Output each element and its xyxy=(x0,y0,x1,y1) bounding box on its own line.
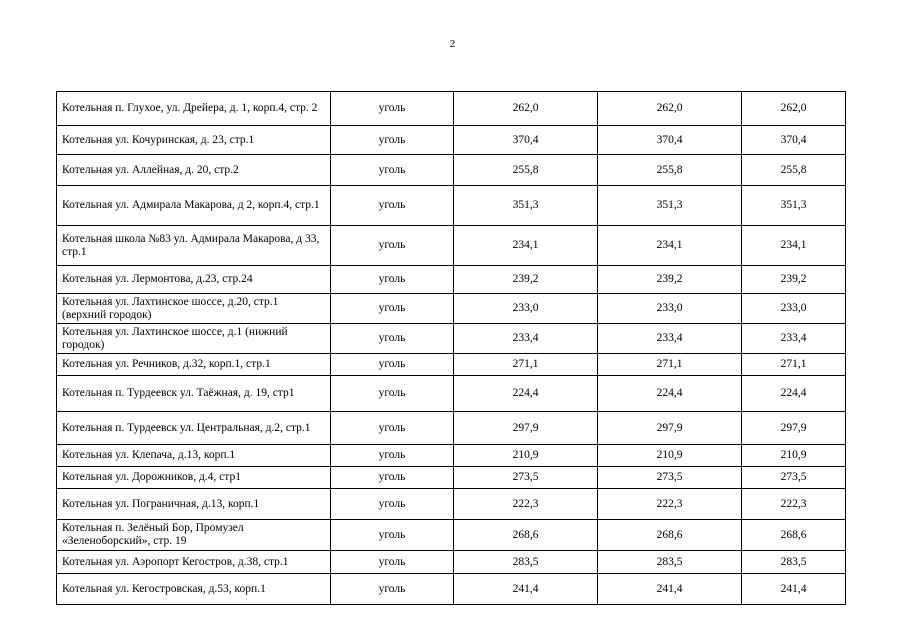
value-cell: 271,1 xyxy=(454,354,598,376)
fuel-type-cell: уголь xyxy=(331,520,454,551)
table-row xyxy=(57,126,846,155)
value-cell: 241,4 xyxy=(454,574,598,605)
value-cell: 210,9 xyxy=(742,445,846,467)
value-cell: 239,2 xyxy=(598,266,742,294)
value-cell: 234,1 xyxy=(454,226,598,266)
table-row xyxy=(57,376,846,412)
value-cell: 297,9 xyxy=(598,412,742,445)
fuel-type-cell: уголь xyxy=(331,294,454,324)
table-row xyxy=(57,489,846,520)
table-row xyxy=(57,324,846,354)
table-row xyxy=(57,186,846,226)
fuel-type-cell: уголь xyxy=(331,551,454,574)
fuel-type-cell: уголь xyxy=(331,266,454,294)
boiler-table-body xyxy=(57,92,846,605)
value-cell: 268,6 xyxy=(742,520,846,551)
value-cell: 273,5 xyxy=(742,467,846,489)
table-row xyxy=(57,445,846,467)
value-cell: 233,4 xyxy=(598,324,742,354)
boiler-table xyxy=(56,91,846,605)
value-cell: 351,3 xyxy=(598,186,742,226)
fuel-type-cell: уголь xyxy=(331,489,454,520)
boiler-name-cell: Котельная ул. Дорожников, д.4, стр1 xyxy=(57,467,331,489)
fuel-type-cell: уголь xyxy=(331,324,454,354)
value-cell: 234,1 xyxy=(742,226,846,266)
fuel-type-cell: уголь xyxy=(331,467,454,489)
value-cell: 233,0 xyxy=(454,294,598,324)
value-cell: 271,1 xyxy=(742,354,846,376)
boiler-name-cell: Котельная ул. Речников, д.32, корп.1, стр.1 xyxy=(57,354,331,376)
boiler-name-cell: Котельная п. Турдеевск ул. Центральная, д.2, стр.1 xyxy=(57,412,331,445)
fuel-type-cell: уголь xyxy=(331,354,454,376)
boiler-name-cell: Котельная ул. Адмирала Макарова, д 2, корп.4, стр.1 xyxy=(57,186,331,226)
value-cell: 233,0 xyxy=(742,294,846,324)
fuel-type-cell: уголь xyxy=(331,155,454,186)
value-cell: 273,5 xyxy=(598,467,742,489)
value-cell: 210,9 xyxy=(454,445,598,467)
boiler-name-cell: Котельная ул. Кегостровская, д.53, корп.1 xyxy=(57,574,331,605)
value-cell: 239,2 xyxy=(454,266,598,294)
table-row xyxy=(57,155,846,186)
value-cell: 271,1 xyxy=(598,354,742,376)
boiler-name-cell: Котельная ул. Лахтинское шоссе, д.20, стр.1 (верхний городок) xyxy=(57,294,331,324)
boiler-name-cell: Котельная ул. Лермонтова, д.23, стр.24 xyxy=(57,266,331,294)
boiler-name-cell: Котельная ул. Пограничная, д.13, корп.1 xyxy=(57,489,331,520)
value-cell: 255,8 xyxy=(454,155,598,186)
fuel-type-cell: уголь xyxy=(331,376,454,412)
value-cell: 351,3 xyxy=(454,186,598,226)
value-cell: 262,0 xyxy=(454,92,598,126)
boiler-name-cell: Котельная п. Турдеевск ул. Таёжная, д. 19, стр1 xyxy=(57,376,331,412)
table-row xyxy=(57,226,846,266)
value-cell: 239,2 xyxy=(742,266,846,294)
boiler-name-cell: Котельная п. Глухое, ул. Дрейера, д. 1, корп.4, стр. 2 xyxy=(57,92,331,126)
boiler-name-cell: Котельная ул. Аллейная, д. 20, стр.2 xyxy=(57,155,331,186)
boiler-name-cell: Котельная ул. Клепача, д.13, корп.1 xyxy=(57,445,331,467)
fuel-type-cell: уголь xyxy=(331,445,454,467)
value-cell: 210,9 xyxy=(598,445,742,467)
value-cell: 255,8 xyxy=(742,155,846,186)
value-cell: 370,4 xyxy=(454,126,598,155)
value-cell: 224,4 xyxy=(742,376,846,412)
table-row xyxy=(57,92,846,126)
page-number: 2 xyxy=(449,38,456,50)
value-cell: 268,6 xyxy=(598,520,742,551)
value-cell: 241,4 xyxy=(742,574,846,605)
value-cell: 351,3 xyxy=(742,186,846,226)
value-cell: 233,0 xyxy=(598,294,742,324)
table-row xyxy=(57,520,846,551)
table-row xyxy=(57,354,846,376)
fuel-type-cell: уголь xyxy=(331,186,454,226)
value-cell: 268,6 xyxy=(454,520,598,551)
value-cell: 222,3 xyxy=(454,489,598,520)
fuel-type-cell: уголь xyxy=(331,92,454,126)
value-cell: 297,9 xyxy=(742,412,846,445)
value-cell: 283,5 xyxy=(742,551,846,574)
value-cell: 297,9 xyxy=(454,412,598,445)
value-cell: 255,8 xyxy=(598,155,742,186)
value-cell: 233,4 xyxy=(454,324,598,354)
table-row xyxy=(57,412,846,445)
value-cell: 234,1 xyxy=(598,226,742,266)
boiler-name-cell: Котельная ул. Лахтинское шоссе, д.1 (нижний городок) xyxy=(57,324,331,354)
value-cell: 283,5 xyxy=(454,551,598,574)
fuel-type-cell: уголь xyxy=(331,412,454,445)
value-cell: 224,4 xyxy=(454,376,598,412)
boiler-name-cell: Котельная школа №83 ул. Адмирала Макарова, д 33, стр.1 xyxy=(57,226,331,266)
value-cell: 233,4 xyxy=(742,324,846,354)
value-cell: 222,3 xyxy=(598,489,742,520)
fuel-type-cell: уголь xyxy=(331,574,454,605)
boiler-name-cell: Котельная ул. Аэропорт Кегостров, д.38, стр.1 xyxy=(57,551,331,574)
value-cell: 370,4 xyxy=(742,126,846,155)
table-row xyxy=(57,551,846,574)
value-cell: 222,3 xyxy=(742,489,846,520)
boiler-name-cell: Котельная п. Зелёный Бор, Промузел «Зеленоборский», стр. 19 xyxy=(57,520,331,551)
boiler-name-cell: Котельная ул. Кочуринская, д. 23, стр.1 xyxy=(57,126,331,155)
table-row xyxy=(57,266,846,294)
value-cell: 273,5 xyxy=(454,467,598,489)
table-row xyxy=(57,294,846,324)
value-cell: 370,4 xyxy=(598,126,742,155)
value-cell: 241,4 xyxy=(598,574,742,605)
value-cell: 262,0 xyxy=(742,92,846,126)
table-row xyxy=(57,467,846,489)
value-cell: 224,4 xyxy=(598,376,742,412)
table-row xyxy=(57,574,846,605)
fuel-type-cell: уголь xyxy=(331,226,454,266)
value-cell: 262,0 xyxy=(598,92,742,126)
fuel-type-cell: уголь xyxy=(331,126,454,155)
value-cell: 283,5 xyxy=(598,551,742,574)
